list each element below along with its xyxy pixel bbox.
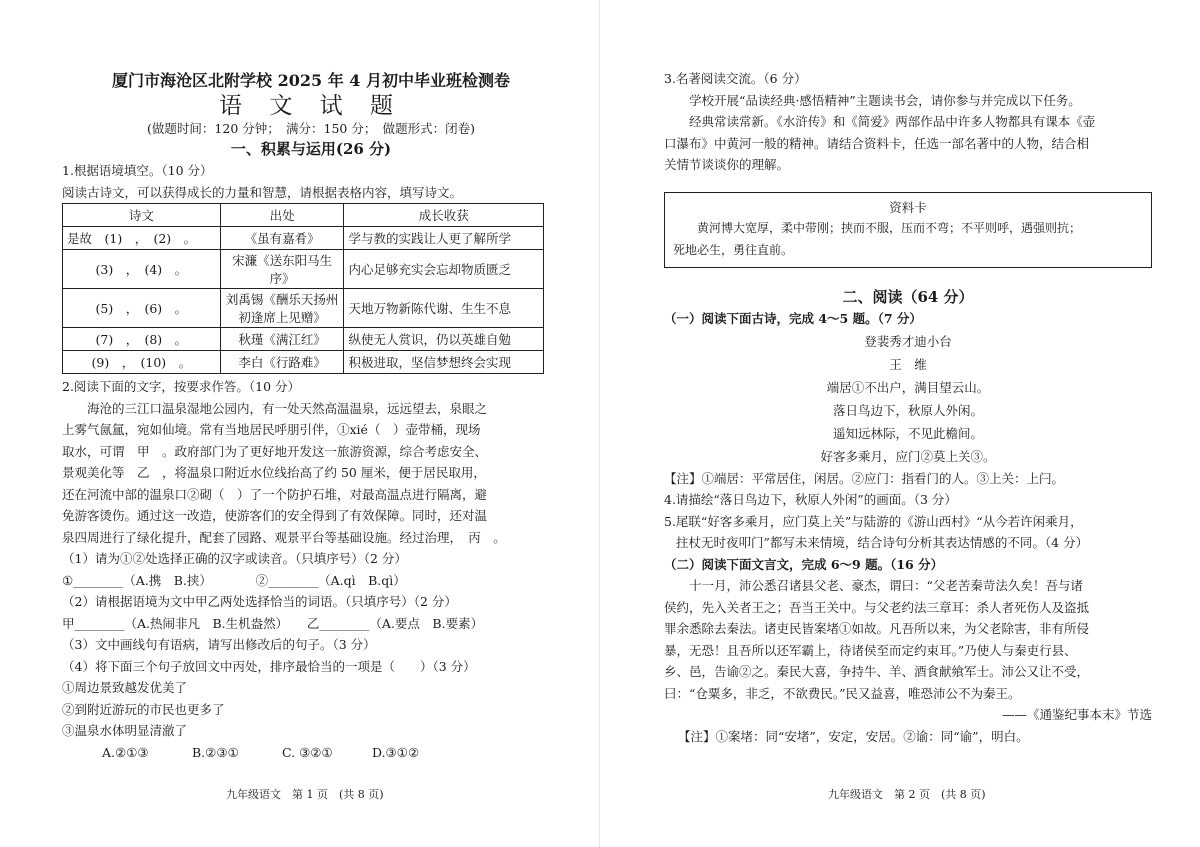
passage-line: 免游客烫伤。通过这一改造，使游客们的安全得到了有效保障。同时，还对温 (62, 508, 488, 523)
table-row (63, 351, 544, 374)
poem-blank-cell[interactable]: (5) ， (6) 。 (63, 289, 221, 328)
section-1-heading: 一、积累与运用(26 分) (230, 140, 392, 158)
material-card (664, 192, 1152, 269)
q2-sub2-answers[interactable]: 甲________（A.热闹非凡 B.生机盎然） 乙________（A.要点 B.要素） (62, 615, 484, 631)
q3-text: 口瀑布》中黄河一般的精神。请结合资料卡，任选一部名著中的人物，结合相 (664, 135, 1090, 151)
passage-line: 曰：“仓粟多，非乏，不欲费民。”民又益喜，唯恐沛公不为秦王。 (664, 685, 1021, 701)
poem-blank-cell[interactable]: (7) ， (8) 。 (63, 328, 221, 351)
passage-line: 侯约，先入关者王之；吾当王关中。与父老约法三章耳：杀人者死伤人及盗抵 (664, 599, 1090, 615)
passage-line: 泉四周进行了绿化提升，配套了园路、观景平台等基础设施。经过治理， 丙 。 (62, 529, 506, 545)
poem-blank-cell[interactable]: 是故 (1) ， (2) 。 (63, 227, 221, 250)
page-footer: 九年级语文 第 1 页 (共 8 页) (226, 788, 384, 801)
sentence-option: ②到附近游玩的市民也更多了 (62, 701, 225, 717)
poem-blank-cell[interactable]: (3) ， (4) 。 (63, 250, 221, 289)
passage-line: 取水，可谓 甲 。政府部门为了更好地开发这一旅游资源，综合考虑安全、 (62, 443, 488, 459)
part1-title: （一）阅读下面古诗，完成 4～5 题。（7 分） (664, 311, 922, 326)
card-title: 资料卡 (889, 199, 927, 215)
q4: 4.请描绘“落日鸟边下，秋原人外闲”的画面。（3 分） (664, 492, 957, 507)
subject-title: 语 文 试 题 (219, 93, 403, 119)
table-row (63, 227, 544, 250)
gain-cell: 纵使无人赏识，仍以英雄自勉 (344, 328, 544, 351)
q1-intro: 阅读古诗文，可以获得成长的力量和智慧，请根据表格内容，填写诗文。 (62, 184, 463, 200)
q2-sub1: （1）请为①②处选择正确的汉字或读音。（只填序号）（2 分） (62, 551, 407, 566)
sentence-option: ①周边景致越发优美了 (62, 680, 188, 695)
poem-author: 王 维 (889, 356, 927, 372)
poem-blank-cell[interactable]: (9) ， (10) 。 (63, 351, 221, 374)
passage-line: 海沧的三江口温泉湿地公园内，有一处天然高温温泉，远远望去，泉眼之 (87, 400, 488, 416)
classical-source: ——《通鉴纪事本末》节选 (1001, 707, 1152, 722)
q3-title: 3.名著阅读交流。（6 分） (664, 71, 807, 86)
q2-sub2: （2）请根据语境为文中甲乙两处选择恰当的词语。（只填序号）（2 分） (62, 594, 457, 609)
section-2-heading: 二、阅读（64 分） (842, 288, 974, 306)
table-row (63, 328, 544, 351)
poem-line: 端居①不出户，满目望云山。 (826, 379, 990, 395)
table-header-row (63, 204, 544, 227)
poem-table (62, 203, 544, 374)
part2-title: （二）阅读下面文言文，完成 6～9 题。（16 分） (664, 556, 944, 572)
poem-line: 落日鸟边下，秋原人外闲。 (832, 402, 983, 418)
passage-line: 十一月，沛公悉召诸县父老、豪杰，谓曰：“父老苦秦苛法久矣！吾与诸 (689, 578, 1083, 593)
classical-passage (664, 575, 1152, 704)
q5: 拄杖无时夜叩门”都写未来情境，结合诗句分析其表达情感的不同。（4 分） (676, 535, 1089, 550)
choice-b[interactable]: B.②③① (192, 744, 239, 760)
q2-sub4: （4）将下面三个句子放回文中丙处，排序最恰当的一项是（ ）（3 分） (62, 658, 476, 674)
choice-d[interactable]: D.③①② (372, 744, 420, 760)
table-header: 成长收获 (344, 204, 544, 227)
poem-title: 登裴秀才迪小台 (864, 333, 952, 349)
table-row (63, 250, 544, 289)
source-cell: 《虽有嘉肴》 (220, 227, 344, 250)
exam-title: 厦门市海沧区北附学校 2025 年 4 月初中毕业班检测卷 (112, 71, 510, 90)
q2-sub3: （3）文中画线句有语病，请写出修改后的句子。（3 分） (62, 637, 376, 652)
card-text: 黄河博大宽厚，柔中带刚；挟而不服，压而不弯；不平则呼，遇强则抗； (697, 221, 1082, 235)
page-footer: 九年级语文 第 2 页 (共 8 页) (828, 788, 986, 801)
table-header: 出处 (220, 204, 344, 227)
choice-a[interactable]: A.②①③ (102, 744, 149, 760)
q3-text: 关情节谈谈你的理解。 (664, 157, 790, 172)
passage-line: 景观美化等 乙 ，将温泉口附近水位线抬高了约 50 厘米，便于居民取用， (62, 465, 486, 480)
source-cell: 秋瑾《满江红》 (220, 328, 344, 351)
table-header: 诗文 (63, 204, 221, 227)
poem-line: 好客多乘月，应门②莫上关③。 (820, 448, 996, 464)
exam-info: (做题时间：120 分钟； 满分：150 分； 做题形式：闭卷) (147, 121, 475, 136)
passage-line: 还在河流中部的温泉口②砌（ ）了一个防护石堆，对最高温点进行隔离，避 (62, 486, 488, 502)
source-cell: 李白《行路难》 (220, 351, 344, 374)
choice-c[interactable]: C. ③②① (282, 744, 333, 760)
poem-note: 【注】①端居：平常居住，闲居。②应门：指看门的人。③上关：上闩。 (664, 470, 1065, 486)
source-cell: 刘禹锡《酬乐天扬州初逢席上见赠》 (220, 289, 344, 328)
q2-title: 2.阅读下面的文字，按要求作答。（10 分） (62, 379, 301, 394)
gain-cell: 学与教的实践让人更了解所学 (344, 227, 544, 250)
passage-line: 上雾气氤氲，宛如仙境。常有当地居民呼朋引伴，①xié（ ）壶带桶，现场 (62, 422, 481, 437)
choice-row (62, 742, 560, 764)
gain-cell: 积极进取，坚信梦想终会实现 (344, 351, 544, 374)
gain-cell: 天地万物新陈代谢、生生不息 (344, 289, 544, 328)
q2-passage (62, 398, 560, 549)
passage-line: 暴，无恐！且吾所以还军霸上，待诸侯至而定约束耳。”乃使人与秦吏行县、 (664, 642, 1077, 658)
q1-title: 1.根据语境填空。（10 分） (62, 163, 213, 178)
passage-line: 乡、邑，告谕②之。秦民大喜，争持牛、羊、酒食献飨军士。沛公又让不受， (664, 664, 1090, 679)
card-text: 死地必生，勇往直前。 (673, 242, 794, 257)
table-row (63, 289, 544, 328)
q3-text: 经典常读常新。《水浒传》和《简爱》两部作品中许多人物都具有课本《壶 (689, 114, 1096, 129)
passage-line: 罪余悉除去秦法。诸吏民皆案堵①如故。凡吾所以来，为父老除害，非有所侵 (664, 621, 1090, 636)
gain-cell: 内心足够充实会忘却物质匮乏 (344, 250, 544, 289)
poem-line: 遥知远林际，不见此檐间。 (832, 425, 983, 441)
classical-note: 【注】①案堵：同“安堵”，安定，安居。②谕：同“谕”，明白。 (678, 728, 1029, 744)
q3-text: 学校开展“品读经典·感悟精神”主题读书会，请你参与并完成以下任务。 (689, 92, 1081, 108)
sentence-option: ③温泉水体明显清澈了 (62, 723, 188, 738)
q5: 5.尾联“好客多乘月，应门莫上关”与陆游的《游山西村》“从今若许闲乘月， (664, 513, 1083, 529)
exam-page-2 (600, 0, 1200, 847)
q2-sub1-answers[interactable]: ①________（A.携 B.挟） ②________（A.qì B.qì） (62, 572, 406, 588)
source-cell: 宋濂《送东阳马生序》 (220, 250, 344, 289)
